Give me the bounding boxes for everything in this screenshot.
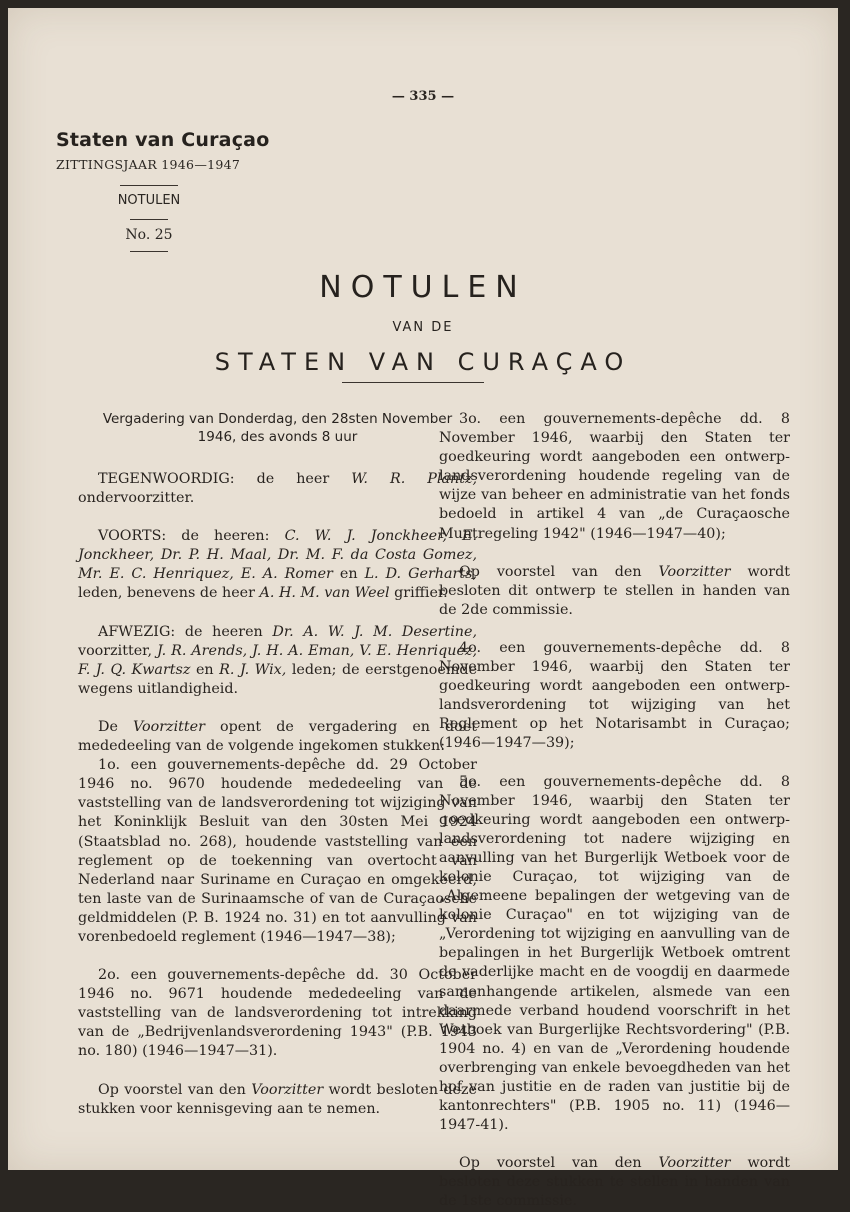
item-2: 2o. een gouvernements-depêche dd. 30 October 1946 no. 9671 houdende mededeeling van de vaststelling van de landsverordening tot intrekking van de „Bedrijvenlandsverordening 1943" (P.B. 1943 no. 180) (1946—1947—31). (78, 967, 477, 1060)
item-4: 4o. een gouvernements-depêche dd. 8 November 1946, waarbij den Staten ter goedkeuring wordt aangeboden een ontwerp-landsverordening tot wijziging van het Reglement op het Notarisambt in Curaçao; (1946—1947—39); (439, 639, 790, 752)
decision-post: wordt besloten deze stukken te stellen in handen van de 1ste commissie. (439, 1155, 791, 1210)
opening-pre: De (98, 718, 118, 735)
opening-voorzitter: Voorzitter (132, 718, 205, 735)
item-3: 3o. een gouvernements-depêche dd. 8 November 1946, waarbij den Staten ter goedkeuring wordt aangeboden een ontwerp-landsverordening houdende regeling van de wijze van beheer en administratie van het fonds bedoeld in artikel 4 van „de Curaçaosche Muntregeling 1942" (1946—1947—40); (439, 411, 790, 542)
voorts-pre: de heeren: (181, 528, 270, 545)
main-title: NOTULEN (319, 270, 527, 305)
page-number: — 335 — (391, 89, 455, 104)
voorts-griffier: A. H. M. van Weel (259, 585, 390, 602)
voorts-names: C. W. J. Jonckheer, E. Jonckheer, Dr. P. H. Maal, Dr. M. F. da Costa Gomez, Mr. E. C. Henriquez, E. A. Romer (78, 528, 478, 583)
opening-paragraph (78, 718, 477, 756)
voorts-paragraph (78, 527, 477, 603)
left-column (78, 410, 477, 1119)
afwezig-name: Dr. A. W. J. M. Desertine, (272, 623, 477, 640)
tegenwoordig-paragraph (78, 470, 477, 508)
decision-paragraph-1 (439, 563, 790, 620)
header-divider (120, 185, 178, 186)
voorts-names-2: L. D. Gerharts, (364, 566, 477, 583)
header-divider (130, 251, 168, 252)
afwezig-name-3: R. J. Wix, (219, 661, 287, 678)
voorts-and: en (339, 566, 358, 583)
item-5: 5o. een gouvernements-depêche dd. 8 November 1946, waarbij den Staten ter goedkeuring wordt aangeboden een ontwerp-landsverordening tot nadere wijziging en aanvulling van het Burgerlijk Wetboek voor de kolonie Curaçao, tot wijziging van de „Algemeene bepalingen der wetgeving van de kolonie Curaçao" en tot wijziging van de „Verordening tot wijziging en aanvulling van de bepalingen in het Burgerlijk Wetboek omtrent de vaderlijke macht en de voogdij en daarmede samenhangende artikelen, alsmede van een daarmede verband houdend voorschrift in het Wetboek van Burgerlijke Rechtsvordering" (P.B. 1904 no. 4) en van de „Verordening houdende overbrenging van enkele bevoegdheden van het hof van justitie en de raden van justitie bij de kantonrechters" (P.B. 1905 no. 11) (1946—1947-41). (439, 773, 790, 1134)
voorts-label: VOORTS: (98, 528, 167, 545)
meeting-line-2: 1946, des avonds 8 uur (197, 429, 358, 445)
tegenwoordig-label: TEGENWOORDIG: (98, 471, 235, 487)
tegenwoordig-name: W. R. Plantz, (351, 471, 478, 487)
title-underline (342, 382, 484, 383)
right-column (439, 410, 790, 1212)
afwezig-label: AFWEZIG: (98, 623, 176, 640)
decision-paragraph-2 (439, 1154, 790, 1211)
decision-pre: Op voorstel van den (459, 563, 642, 580)
decision-pre: Op voorstel van den (98, 1081, 246, 1098)
decision-voorzitter: Voorzitter (658, 1155, 731, 1172)
decision-post: wordt besloten deze stukken voor kennisgeving aan te nemen. (78, 1081, 478, 1117)
afwezig-role: voorzitter, (78, 642, 152, 659)
voorts-post-2: griffier. (394, 585, 448, 602)
header-notulen: NOTULEN (117, 193, 181, 208)
afwezig-pre: de heeren (184, 623, 263, 640)
voorts-post: leden, benevens de heer (78, 585, 255, 602)
header-number: No. 25 (125, 227, 173, 243)
decision-paragraph (78, 1081, 477, 1119)
main-subtitle: VAN DE (392, 320, 454, 335)
main-institution: STATEN VAN CURAÇAO (214, 348, 632, 376)
header-title: Staten van Curaçao (56, 129, 270, 151)
decision-pre: Op voorstel van den (459, 1155, 642, 1172)
decision-voorzitter: Voorzitter (658, 563, 731, 580)
opening-post: opent de vergadering en doet mededeeling van de volgende ingekomen stukken: (78, 718, 477, 755)
item-1: 1o. een gouvernements-depêche dd. 29 October 1946 no. 9670 houdende mededeeling van de vaststelling van de landsverordening tot wijziging van het Koninklijk Besluit van den 30sten Mei 1924 (Staatsblad no. 268), houdende vaststelling van een reglement op de toekenning van overtocht van Nederland naar Suriname en Curaçao en omgekeerd, ten laste van de Surinaamsche of van de Curaçaosche geldmiddelen (P. B. 1924 no. 31) en tot aanvulling van vorenbedoeld reglement (1946—1947—38); (78, 757, 477, 945)
decision-voorzitter: Voorzitter (251, 1081, 324, 1098)
meeting-line-1: Vergadering van Donderdag, den 28sten November (102, 411, 453, 427)
afwezig-and: en (195, 661, 214, 678)
tegenwoordig-pre: de heer (256, 471, 330, 487)
meeting-line (78, 410, 477, 446)
afwezig-post: leden; de eerstgenoemde wegens uitlandigheid. (78, 661, 478, 697)
tegenwoordig-post: ondervoorzitter. (78, 490, 195, 507)
header-session: ZITTINGSJAAR 1946—1947 (56, 157, 241, 172)
document-page (8, 8, 838, 1210)
afwezig-names: J. R. Arends, J. H. A. Eman, V. E. Henriquez, F. J. Q. Kwartsz (78, 642, 477, 678)
header-divider (130, 219, 168, 220)
decision-post: wordt besloten dit ontwerp te stellen in handen van de 2de commissie. (439, 563, 791, 618)
afwezig-paragraph (78, 623, 477, 699)
